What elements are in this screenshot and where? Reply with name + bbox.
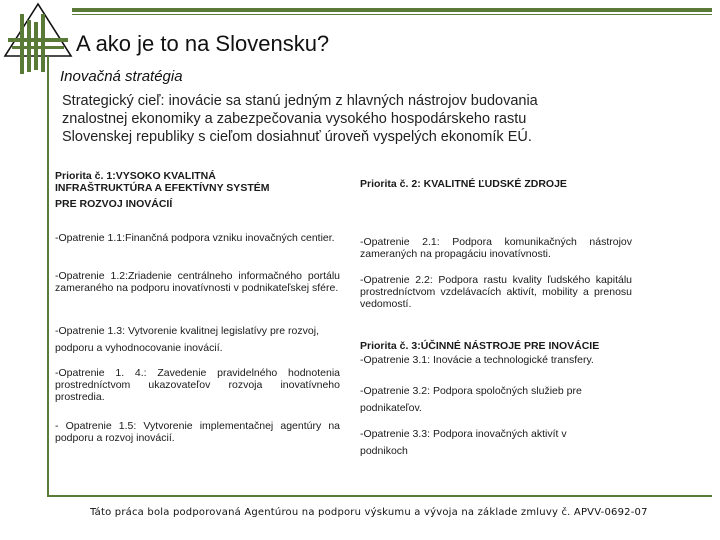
measure-item: -Opatrenie 2.2: Podpora rastu kvality ľudského kapitálu prostredníctvom vzdelávacích aktivít, mobility a prenosu vedomostí. (360, 274, 632, 310)
left-rule (47, 56, 49, 496)
priority-1-heading: Priorita č. 1:VYSOKO KVALITNÁ INFRAŠTRUKTÚRA A EFEKTÍVNY SYSTÉM PRE ROZVOJ INOVÁCIÍ (55, 170, 270, 210)
section-subtitle: Inovačná stratégia (60, 68, 183, 85)
paragraph-line: Slovenskej republiky s cieľom dosiahnuť úroveň vyspelých ekonomík EÚ. (62, 129, 532, 145)
measure-item: -Opatrenie 3.1: Inovácie a technologické transfery. (360, 354, 594, 366)
strategy-paragraph (62, 92, 622, 146)
measure-item: -Opatrenie 1.2:Zriadenie centrálneho informačného portálu zameraného na podporu inovatívnosti v podnikateľskej sfére. (55, 270, 340, 294)
measure-item: -Opatrenie 2.1: Podpora komunikačných nástrojov zameraných na propagáciu inovatívnosti. (360, 236, 632, 260)
priority-2-heading: Priorita č. 2: KVALITNÉ ĽUDSKÉ ZDROJE (360, 178, 567, 190)
paragraph-line: znalostnej ekonomiky a zabezpečovania vysokého hospodárskeho rastu (62, 111, 527, 127)
top-rule (72, 8, 712, 16)
measure-item: -Opatrenie 1.1:Finančná podpora vzniku inovačných centier. (55, 232, 335, 244)
bottom-rule (47, 495, 712, 497)
measure-item: -Opatrenie 3.2: Podpora spoločných služieb pre podnikateľov. (360, 385, 582, 414)
paragraph-line: Strategický cieľ: inovácie sa stanú jedným z hlavných nástrojov budovania (62, 93, 538, 109)
funding-footer: Táto práca bola podporovaná Agentúrou na podporu výskumu a vývoja na základe zmluvy č. APVV-0692-07 (90, 507, 648, 518)
priority-3-heading: Priorita č. 3:ÚČINNÉ NÁSTROJE PRE INOVÁCIE (360, 340, 600, 352)
measure-item: - Opatrenie 1.5: Vytvorenie implementačnej agentúry na podporu a rozvoj inovácií. (55, 420, 340, 444)
measure-item: -Opatrenie 1. 4.: Zavedenie pravidelného hodnotenia prostredníctvom ukazovateľov rozvoja inovatívneho prostredia. (55, 367, 340, 403)
measure-item: -Opatrenie 3.3: Podpora inovačných aktivít v podnikoch (360, 428, 567, 457)
page-title: A ako je to na Slovensku? (76, 31, 330, 56)
measure-item: -Opatrenie 1.3: Vytvorenie kvalitnej legislatívy pre rozvoj, podporu a vyhodnocovanie inovácií. (55, 325, 319, 354)
